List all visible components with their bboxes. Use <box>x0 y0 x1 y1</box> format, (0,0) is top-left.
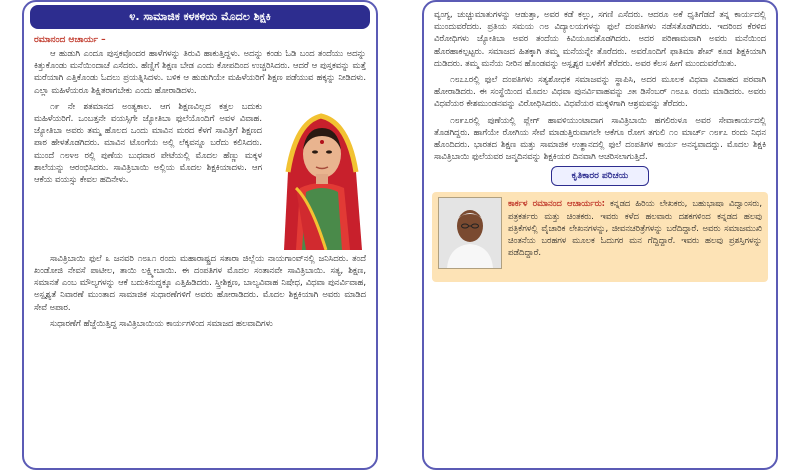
paragraph: ೧೮೭೭ರಲ್ಲಿ ಫುಲೆ ದಂಪತಿಗಳು ಸತ್ಯಶೋಧಕ ಸಮಾಜವನ್ನು ಸ್ಥಾಪಿಸಿ, ಅದರ ಮೂಲಕ ವಿಧವಾ ವಿವಾಹದ ಪರವಾಗಿ ಹೋರಾಡಿದರು. ಈ ಸಂಸ್ಥೆಯಿಂದ ಮೊದಲ ವಿಧವಾ ಪುನರ್ವಿವಾಹವನ್ನು ೨೫ ಡಿಸೆಂಬರ್ ೧೮೭೩ ರಂದು ಮಾಡಿದರು. ಅವರು ವಿಧವೆಯರ ಕೇಶಮುಂಡನವನ್ನು ವಿರೋಧಿಸಿದರು. ವಿಧವೆಯರ ಮಕ್ಕಳಿಗಾಗಿ ಆಶ್ರಮವನ್ನು ತೆರೆದರು. <box>434 74 766 109</box>
paragraph: ಆ ಹುಡುಗಿ ಎಂದೂ ಪುಸ್ತಕವೊಂದರ ಹಾಳೆಗಳನ್ನು ತಿರುವಿ ಹಾಕುತ್ತಿದ್ದಳು. ಅದನ್ನು ಕಂಡು ಓಡಿ ಬಂದ ತಂದೆಯು ಅದನ್ನು ಕಿತ್ತುಕೊಂಡು ಮನೆಯಿಂದಾಚೆ ಎಸೆದರು. ಹೆಣ್ಣಿಗೆ ಶಿಕ್ಷಣ ಬೇಡ ಎಂದು ಕೋಪದಿಂದ ಉಚ್ಚರಿಸಿದರು. ಆದರೆ ಆ ಪುಸ್ತಕವನ್ನು ಮತ್ತೆ ಮರೆಯಾಗಿ ಎತ್ತಿಕೊಂಡು ಓದಲು ಪ್ರಯತ್ನಿಸಿದಳು. ಬಳಿಕ ಆ ಹುಡುಗಿಯೇ ಮಹಿಳೆಯರಿಗೆ ಶಿಕ್ಷಣ ಪಡೆಯುವ ಹಕ್ಕನ್ನು ನೀಡಿದಳು. ಎಲ್ಲಾ ಮಹಿಳೆಯರೂ ಶಿಕ್ಷಿತರಾಗಬೇಕು ಎಂದು ಹೋರಾಡಿದಳು. <box>34 48 366 95</box>
body-text <box>24 47 376 329</box>
paragraph: ೧೮೯೭ರಲ್ಲಿ ಪುಣೆಯಲ್ಲಿ ಪ್ಲೇಗ್ ಹಾವಳಿಯುಂಟಾದಾಗ ಸಾವಿತ್ರಿಬಾಯಿ ಹಗಲಿರುಳೂ ಅವರ ಸೇವಾಕಾರ್ಯದಲ್ಲಿ ತೊಡಗಿದ್ದರು. ಹಾಗೆಯೇ ರೋಗಿಯ ಸೇವೆ ಮಾಡುತ್ತಿರುವಾಗಲೇ ಆಕೆಗೂ ರೋಗ ತಗುಲಿ ೧೦ ಮಾರ್ಚ್ ೧೮೯೭ ರಂದು ನಿಧನ ಹೊಂದಿದರು. ಭಾರತದ ಶಿಕ್ಷಣ ಮತ್ತು ಸಾಮಾಜಿಕ ಉತ್ಥಾನದಲ್ಲಿ ಫುಲೆ ದಂಪತಿಗಳ ಕಾರ್ಯ ಅನನ್ಯವಾದದ್ದು. ಮೊದಲ ಶಿಕ್ಷಕಿ ಸಾವಿತ್ರಿಬಾಯಿ ಫುಲೆಯವರ ಜನ್ಮದಿನವನ್ನು ಶಿಕ್ಷಕಿಯರ ದಿನವಾಗಿ ಆಚರಿಸಲಾಗುತ್ತಿದೆ. <box>434 114 766 162</box>
portrait-image <box>266 102 376 250</box>
paragraph: ವ್ಯಂಗ್ಯ, ಚುಚ್ಚುಮಾತುಗಳನ್ನು ಆಡುತ್ತಾ, ಅವರ ಕಡೆ ಕಲ್ಲು, ಸಗಣಿ ಎಸೆದರು. ಆದರೂ ಅಕೆ ಧೃತಿಗೆಡದೆ ತನ್ನ ಕಾರ್ಯದಲ್ಲಿ ಮುಂದುವರೆದರು. ಪ್ರತಿಯ ಸಮಯ ೧೮ ವಿದ್ಯಾಲಯಗಳನ್ನು ಫುಲೆ ದಂಪತಿಗಳು ನಡೆಸತೊಡಗಿದರು. ಇದರಿಂದ ಕೆರಳಿದ ವಿರೋಧಿಗಳು ಜ್ಯೋತಿಬಾ ಅವರ ತಂದೆಯ ಕಿವಿಯೂದತೊಡಗಿದರು. ಅದರ ಪರಿಣಾಮವಾಗಿ ಅವರು ಮನೆಯಿಂದ ಹೊರಹಾಕಲ್ಪಟ್ಟರು. ಸಮಾಜದ ಹಿತಕ್ಕಾಗಿ ತಮ್ಮ ಮನೆಯನ್ನೇ ತೊರೆದರು. ಅವರೊಂದಿಗೆ ಫಾತಿಮಾ ಶೇಖ್ ಕೂಡ ಶಿಕ್ಷಕಿಯಾಗಿ ದುಡಿದರು. ತಮ್ಮ ಮನೆಯ ನೀರಿನ ಹೊಂಡವನ್ನು ಅಸ್ಪೃಶ್ಯರ ಬಳಕೆಗೆ ತೆರೆದರು. ಅವರ ಕೆಲಸ ಹೀಗೆ ಮುಂದುವರೆಯಿತು. <box>434 9 766 68</box>
author-photo <box>438 197 502 269</box>
paragraph: ೧೯ ನೇ ಶತಮಾನದ ಅಂತ್ಯಕಾಲ. ಆಗ ಶಿಕ್ಷಣವಿಲ್ಲದ ಕತ್ತಲ ಬದುಕು ಮಹಿಳೆಯರಿಗೆ. ಒಂಬತ್ತನೇ ವಯಸ್ಸಿಗೇ ಜ್ಯೋತಿಬಾ ಫುಲೆಯೊಂದಿಗೆ ಅವಳ ವಿವಾಹ. ಜ್ಯೋತಿಬಾ ಅವರು ತಮ್ಮ ಹೊಲದ ಒಂದು ಮಾವಿನ ಮರದ ಕೆಳಗೆ ಸಾವಿತ್ರಿಗೆ ಶಿಕ್ಷಣದ ಪಾಠ ಹೇಳತೊಡಗಿದರು. ಮಾವಿನ ಟೊಂಗೆಯ ಅಲ್ಲಿ ಲೆಕ್ಕವನ್ನೂ ಬರೆದು ಕಲಿಸಿದರು. ಮುಂದೆ ೧೮೪೮ ರಲ್ಲಿ ಪುಣೆಯ ಬುಧವಾರ ಪೇಟೆಯಲ್ಲಿ ಮೊದಲ ಹೆಣ್ಣು ಮಕ್ಕಳ ಶಾಲೆಯನ್ನು ಆರಂಭಿಸಿದರು. ಸಾವಿತ್ರಿಬಾಯಿ ಅಲ್ಲಿಯ ಮೊದಲ ಶಿಕ್ಷಕಿಯಾದಳು. ಆಗ ಆಕೆಯ ವಯಸ್ಸು ಕೇವಲ ಹದಿನೇಳು. <box>34 100 262 185</box>
left-page <box>22 0 378 470</box>
right-page <box>422 0 778 470</box>
author-intro-heading: ಕೃತಿಕಾರರ ಪರಿಚಯ <box>551 166 649 186</box>
author-line: ರಮಾನಂದ ಆಚಾರ್ಯ – <box>34 35 106 45</box>
paragraph: ಸಾವಿತ್ರಿಬಾಯಿ ಫುಲೆ ೩ ಜನವರಿ ೧೮೩೧ ರಂದು ಮಹಾರಾಷ್ಟ್ರದ ಸತಾರಾ ಜಿಲ್ಲೆಯ ನಾಯಗಾಂವ್‌ನಲ್ಲಿ ಜನಿಸಿದರು. ತಂದೆ ಖಂಡೋಜಿ ನೇವಸೆ ಪಾಟೀಲ, ತಾಯಿ ಲಕ್ಷ್ಮೀಬಾಯಿ. ಈ ದಂಪತಿಗಳ ಮೊದಲ ಸಂತಾನವೇ ಸಾವಿತ್ರಿಬಾಯಿ. ಸತ್ಯ, ಶಿಕ್ಷಣ, ಸಮಾನತೆ ಎಂಬ ಮೌಲ್ಯಗಳನ್ನು ಆಕೆ ಬದುಕಿನುದ್ದಕ್ಕೂ ಎತ್ತಿಹಿಡಿದರು. ಸ್ತ್ರೀಶಿಕ್ಷಣ, ಬಾಲ್ಯವಿವಾಹ ನಿಷೇಧ, ವಿಧವಾ ಪುನರ್ವಿವಾಹ, ಅಸ್ಪೃಶ್ಯತೆ ನಿವಾರಣೆ ಮುಂತಾದ ಸಾಮಾಜಿಕ ಸುಧಾರಣೆಗಳಿಗೆ ಅವರು ಹೋರಾಡಿದರು. ಮೊದಲ ಶಿಕ್ಷಕಿಯಾಗಿ ಅವರು ಮಾಡಿದ ಸೇವೆ ಅಪಾರ. <box>34 252 366 312</box>
chapter-title: ೪. ಸಾಮಾಜಿಕ ಕಳಕಳಿಯ ಮೊದಲ ಶಿಕ್ಷಕಿ <box>30 5 370 29</box>
author-bio-description: ಕನ್ನಡದ ಹಿರಿಯ ಲೇಖಕರು, ಬಹುಭಾಷಾ ವಿದ್ವಾಂಸರು, ಪತ್ರಕರ್ತರು ಮತ್ತು ಚಿಂತಕರು. ಇವರು ಕಳೆದ ಹಲವಾರು ದಶಕಗಳಿಂದ ಕನ್ನಡದ ಹಲವು ಪತ್ರಿಕೆಗಳಲ್ಲಿ ವೈಚಾರಿಕ ಲೇಖನಗಳನ್ನು, ಜೀವನಚರಿತ್ರೆಗಳನ್ನು ಬರೆದಿದ್ದಾರೆ. ಅವರು ಸಮಾಜಮುಖಿ ಚಿಂತನೆಯ ಬರಹಗಳ ಮೂಲಕ ಓದುಗರ ಮನ ಗೆದ್ದಿದ್ದಾರೆ. ಇವರು ಹಲವು ಪ್ರಶಸ್ತಿಗಳನ್ನು ಪಡೆದಿದ್ದಾರೆ. <box>508 198 762 258</box>
paragraph: ಸುಧಾರಣೆಗೆ ಹೆಜ್ಜೆಯಿತ್ತಿದ್ದ ಸಾವಿತ್ರಿಬಾಯಿಯ ಕಾರ್ಯಗಳಿಂದ ಸಮಾಜದ ಹಲವಾದಿಗಳು <box>50 317 273 328</box>
author-bio-box <box>432 192 768 282</box>
author-bio-name: ಕಾರ್ಕಳ ರಮಾನಂದ ಆಚಾರ್ಯರು: <box>508 198 606 209</box>
